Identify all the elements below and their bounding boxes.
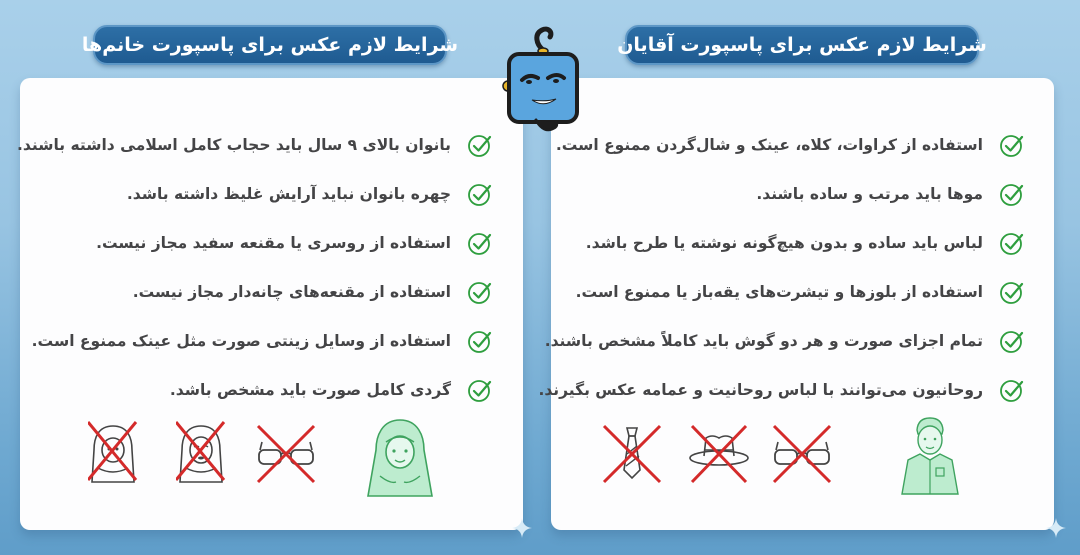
check-circle-icon [999, 377, 1025, 403]
check-circle-icon [999, 132, 1025, 158]
rule-item [555, 120, 1025, 169]
crossed-glasses-icon [772, 424, 832, 484]
rule-item [555, 267, 1025, 316]
crossed-glasses-icon [256, 424, 316, 484]
sparkle-icon [512, 518, 532, 538]
check-circle-icon [467, 181, 493, 207]
crossed-tie-icon [602, 424, 662, 484]
rule-item [33, 316, 493, 365]
rule-text: تمام اجزای صورت و هر دو گوش باید کاملاً مشخص باشند. [544, 331, 983, 350]
men-rules-list [538, 120, 1025, 414]
check-circle-icon [999, 230, 1025, 256]
allowed-hijab-woman-icon [366, 418, 434, 498]
rule-text: لباس باید ساده و بدون هیچ‌گونه نوشته یا طرح باشد. [585, 233, 983, 252]
genie-mascot-icon [496, 16, 590, 136]
check-circle-icon [467, 132, 493, 158]
crossed-hat-icon [688, 424, 750, 484]
rule-text: روحانیون می‌توانند با لباس روحانیت و عمامه عکس بگیرند. [538, 380, 983, 399]
rule-item [33, 218, 493, 267]
crossed-makeup-face-icon [176, 420, 226, 488]
rule-text: بانوان بالای ۹ سال باید حجاب کامل اسلامی داشته باشند. [17, 135, 451, 154]
check-circle-icon [999, 328, 1025, 354]
rule-item [555, 169, 1025, 218]
rule-text: استفاده از روسری یا مقنعه سفید مجاز نیست. [96, 233, 451, 252]
rule-text: موها باید مرتب و ساده باشند. [756, 184, 983, 203]
rule-text: استفاده از وسایل زینتی صورت مثل عینک ممنوع است. [31, 331, 451, 350]
check-circle-icon [467, 328, 493, 354]
rule-text: استفاده از کراوات، کلاه، عینک و شال‌گردن ممنوع است. [555, 135, 983, 154]
check-circle-icon [467, 377, 493, 403]
rule-item [538, 365, 1025, 414]
check-circle-icon [467, 279, 493, 305]
sparkle-icon [1046, 518, 1066, 538]
rule-text: چهره بانوان نباید آرایش غلیظ داشته باشد. [126, 184, 451, 203]
rule-item [33, 169, 493, 218]
women-section-title: شرایط لازم عکس برای پاسپورت خانم‌ها [93, 25, 447, 65]
rule-text: گردی کامل صورت باید مشخص باشد. [169, 380, 451, 399]
rule-item [17, 120, 493, 169]
allowed-man-shirt-icon [900, 414, 960, 496]
rule-text: استفاده از مقنعه‌های چانه‌دار مجاز نیست. [132, 282, 451, 301]
check-circle-icon [467, 230, 493, 256]
check-circle-icon [999, 181, 1025, 207]
rule-item [33, 365, 493, 414]
women-rules-list [17, 120, 493, 414]
crossed-hijab-chin-icon [88, 420, 138, 488]
check-circle-icon [999, 279, 1025, 305]
rule-item [544, 316, 1025, 365]
rule-item [33, 267, 493, 316]
men-section-title: شرایط لازم عکس برای پاسپورت آقایان [625, 25, 979, 65]
rule-item [555, 218, 1025, 267]
rule-text: استفاده از بلوزها و تیشرت‌های یقه‌باز یا ممنوع است. [575, 282, 983, 301]
